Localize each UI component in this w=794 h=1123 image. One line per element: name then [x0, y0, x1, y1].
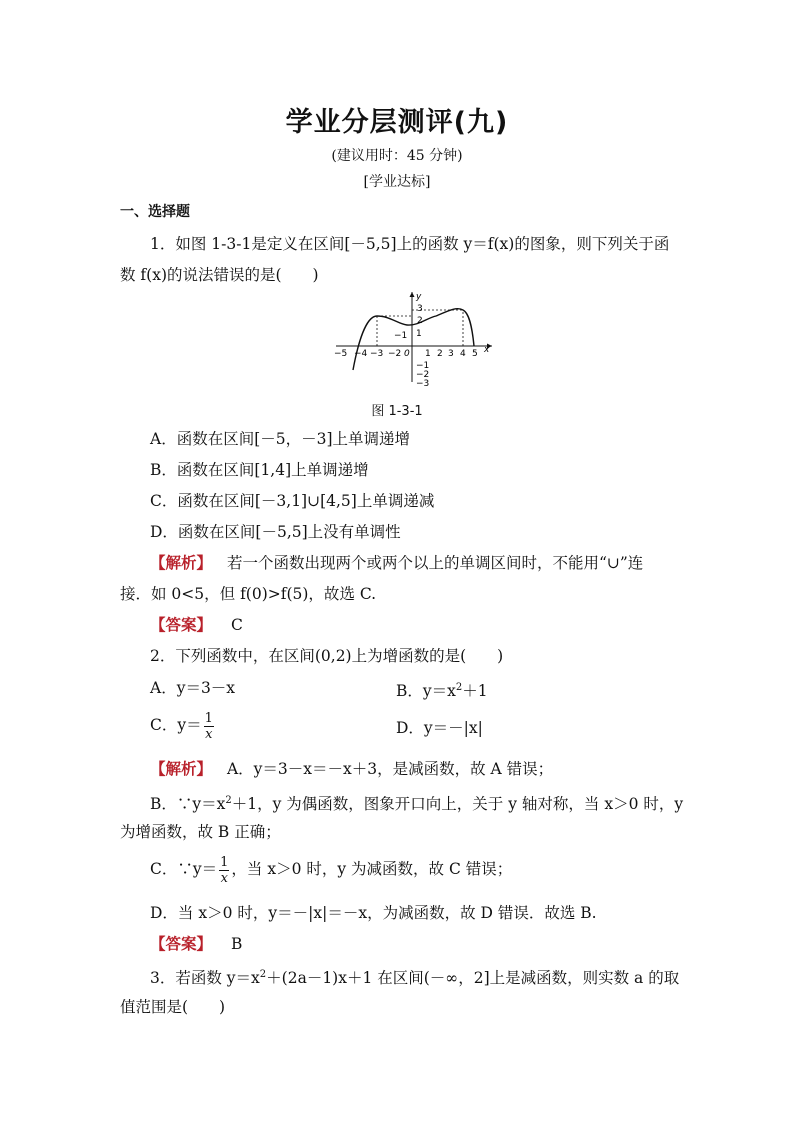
- x-tick-label: 1: [425, 349, 431, 359]
- y-tick-label: 3: [417, 304, 423, 314]
- figure-caption: 图 1-3-1: [371, 404, 423, 419]
- q2-option-b: [396, 678, 488, 701]
- x-tick-label: 2: [437, 349, 443, 359]
- inner-label: −1: [394, 331, 408, 341]
- numerator: 1: [220, 854, 229, 870]
- q2-stem: 2．下列函数中，在区间(0,2)上为增函数的是( ): [150, 647, 504, 665]
- analysis-text: C．∵y＝: [150, 860, 218, 878]
- exponent: 2: [259, 969, 267, 980]
- q1-option-c: C．函数在区间[－3,1]∪[4,5]上单调递减: [150, 492, 435, 510]
- numerator: 1: [204, 710, 213, 726]
- x-tick-label: 4: [460, 349, 466, 359]
- q2-analysis-b1: [150, 791, 683, 814]
- exponent: 2: [225, 795, 232, 806]
- q2-option-a: A．y＝3－x: [150, 679, 236, 697]
- answer-label: 【答案】: [150, 934, 213, 953]
- q3-text: 3．若函数 y＝x: [150, 969, 260, 988]
- answer-label: 【答案】: [150, 615, 213, 634]
- q2-option-d: D．y＝－|x|: [396, 719, 483, 737]
- q1-analysis-line1: [150, 553, 643, 573]
- x-tick-label: 3: [448, 349, 454, 359]
- inner-label: 1: [416, 329, 422, 339]
- section-heading: 一、选择题: [120, 204, 190, 220]
- y-tick-label: −3: [416, 379, 430, 388]
- analysis-text: B．∵y＝x: [150, 795, 226, 814]
- analysis-label: 【解析】: [150, 759, 213, 778]
- denominator: x: [220, 870, 228, 886]
- x-tick-label: −2: [388, 349, 402, 359]
- q1-option-b: B．函数在区间[1,4]上单调递增: [150, 461, 369, 479]
- y-axis-label: y: [416, 292, 422, 302]
- denominator: x: [205, 726, 213, 742]
- level-label: [学业达标]: [363, 174, 431, 190]
- q2-analysis-d: D．当 x＞0 时，y＝－|x|＝－x，为减函数，故 D 错误．故选 B.: [150, 904, 597, 922]
- q2-option-c: [150, 708, 216, 742]
- fraction: [204, 711, 214, 742]
- y-tick-label: −2: [416, 370, 430, 380]
- exponent: 2: [455, 682, 463, 693]
- analysis-label: 【解析】: [150, 553, 213, 572]
- option-c-text: C．y＝: [150, 716, 202, 734]
- page-title: 学业分层测评(九): [285, 107, 509, 138]
- answer-value: B: [230, 935, 243, 953]
- q1-option-a: A．函数在区间[－5，－3]上单调递增: [150, 430, 411, 448]
- x-axis-label: x: [484, 345, 490, 355]
- q2-answer: [150, 934, 242, 954]
- q1-option-d: D．函数在区间[－5,5]上没有单调性: [150, 523, 401, 541]
- q1-function-graph: [332, 288, 502, 388]
- q3-stem-line1: [150, 965, 679, 988]
- time-note: (建议用时：45 分钟): [331, 148, 463, 164]
- analysis-text: A．y＝3－x＝－x＋3，是减函数，故 A 错误；: [226, 760, 554, 778]
- y-tick-label: −1: [416, 361, 430, 371]
- x-tick-label: −3: [370, 349, 384, 359]
- function-curve: [353, 309, 474, 370]
- q3-stem-line2: 值范围是( ): [120, 998, 226, 1016]
- q3-text: ＋(2a－1)x＋1 在区间(－∞，2]上是减函数，则实数 a 的取: [266, 969, 680, 988]
- x-tick-label: 5: [472, 349, 478, 359]
- q2-analysis-a: [150, 759, 553, 779]
- y-tick-label: 2: [417, 316, 423, 326]
- q2-analysis-b2: 为增函数，故 B 正确；: [120, 823, 281, 841]
- analysis-text: ，当 x＞0 时，y 为减函数，故 C 错误；: [231, 860, 513, 878]
- fraction: [219, 855, 229, 886]
- answer-value: C: [230, 616, 243, 634]
- option-b-text: B．y＝x: [396, 682, 456, 701]
- y-axis-arrow: [410, 292, 415, 297]
- x-tick-label: −4: [354, 349, 368, 359]
- q1-stem-line1: 1．如图 1-3-1是定义在区间[－5,5]上的函数 y＝f(x)的图象，则下列关于函: [150, 235, 670, 253]
- x-tick-label: −5: [334, 349, 348, 359]
- q2-analysis-c: [150, 852, 512, 886]
- option-b-text: ＋1: [462, 682, 488, 701]
- origin-label: 0: [404, 349, 410, 359]
- q1-stem-line2: 数 f(x)的说法错误的是( ): [120, 266, 319, 284]
- q1-analysis-line2: 接．如 0<5，但 f(0)>f(5)，故选 C.: [120, 585, 377, 603]
- q1-answer: [150, 615, 243, 635]
- analysis-text: ＋1，y 为偶函数，图象开口向上，关于 y 轴对称，当 x＞0 时，y: [231, 795, 684, 814]
- analysis-text: 若一个函数出现两个或两个以上的单调区间时，不能用“∪”连: [226, 554, 644, 572]
